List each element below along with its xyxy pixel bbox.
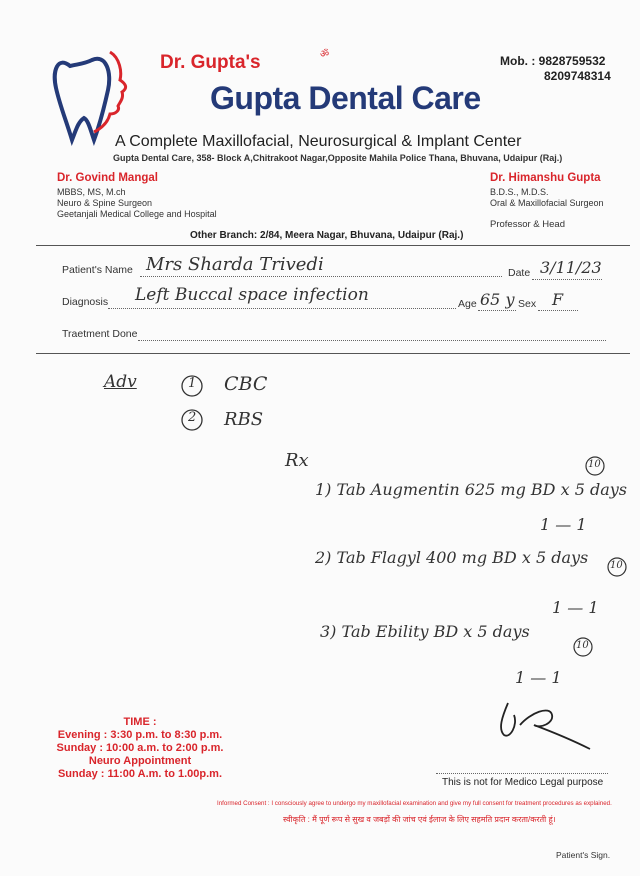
date-label: Date: [508, 267, 531, 279]
doctor-left-line2: Neuro & Spine Surgeon: [57, 198, 153, 208]
age-value: 65 y: [480, 290, 515, 309]
diagnosis-label: Diagnosis: [62, 296, 109, 308]
neuro-heading: Neuro Appointment: [88, 755, 192, 767]
sex-label: Sex: [518, 298, 537, 310]
patient-name-label: Patient's Name: [62, 264, 133, 276]
patient-name-line: [140, 276, 502, 277]
form-divider: [36, 353, 630, 354]
med3-qty: 10: [576, 640, 589, 651]
doctor-right-name: Dr. Himanshu Gupta: [490, 172, 601, 184]
age-label: Age: [458, 298, 477, 310]
mob-label: Mob. :: [500, 54, 536, 68]
header-divider: [36, 245, 630, 246]
rx-symbol: Rx: [285, 450, 309, 471]
med2-qty: 10: [610, 560, 623, 571]
tagline: A Complete Maxillofacial, Neurosurgical & Implant Center: [115, 133, 522, 150]
mob-2: 8209748314: [544, 69, 611, 83]
date-line: [532, 279, 602, 280]
doctor-right-line2: Oral & Maxillofacial Surgeon: [490, 198, 604, 208]
other-branch: Other Branch: 2/84, Meera Nagar, Bhuvana, Udaipur (Raj.): [190, 230, 464, 241]
clinic-title: Gupta Dental Care: [210, 80, 481, 116]
timings: [40, 716, 240, 781]
doctor-left-line3: Geetanjali Medical College and Hospital: [57, 209, 217, 219]
med3-text: 3) Tab Ebility BD x 5 days: [320, 622, 530, 641]
med2-text: 2) Tab Flagyl 400 mg BD x 5 days: [315, 548, 589, 567]
doctor-left-line1: MBBS, MS, M.ch: [57, 187, 126, 197]
neuro-sunday: Sunday : 11:00 A.m. to 1.00p.m.: [57, 768, 223, 780]
med1-dose: 1 — 1: [540, 515, 587, 534]
inv2-text: RBS: [224, 409, 264, 430]
diagnosis-line: [108, 308, 456, 309]
inv1-number: 1: [188, 376, 197, 391]
doctor-signature: [490, 695, 600, 755]
sex-value: F: [552, 290, 564, 309]
patient-sign-label: Patient's Sign.: [556, 850, 611, 860]
doctor-left-name: Dr. Govind Mangal: [57, 172, 158, 184]
date-value: 3/11/23: [540, 258, 602, 277]
treatment-line: [138, 340, 606, 341]
consent-english: Informed Consent : I consciously agree to undergo my maxillofacial examination and give my full consent for treatment procedures as explained.: [217, 800, 612, 807]
med1-qty: 10: [588, 459, 601, 470]
inv2-number: 2: [188, 410, 197, 425]
sex-line: [538, 310, 578, 311]
med2-dose: 1 — 1: [552, 598, 599, 617]
med3-dose: 1 — 1: [515, 668, 562, 687]
om-symbol: ॐ: [320, 49, 330, 60]
doctor-right-line1: B.D.S., M.D.S.: [490, 187, 549, 197]
patient-name-value: Mrs Sharda Trivedi: [146, 254, 324, 275]
medico-legal-note: This is not for Medico Legal purpose: [442, 777, 604, 788]
med1-text: 1) Tab Augmentin 625 mg BD x 5 days: [315, 480, 627, 499]
consent-hindi: स्वीकृति : मैं पूर्ण रूप से सुख व जबड़ों की जांच एवं ईलाज के लिए सहमति प्रदान करता/करती हूं।: [283, 815, 556, 824]
treatment-label: Traetment Done: [62, 328, 138, 340]
timings-sunday: Sunday : 10:00 a.m. to 2:00 p.m.: [56, 742, 224, 754]
doctor-left: [57, 172, 217, 220]
advice-label: Adv: [104, 372, 137, 392]
diagnosis-value: Left Buccal space infection: [135, 285, 369, 305]
clinic-address: Gupta Dental Care, 358- Block A,Chitrakoot Nagar,Opposite Mahila Police Thana, Bhuvana, Udaipur (Raj.): [113, 153, 563, 163]
doctor-right-line3: Professor & Head: [490, 219, 565, 230]
mobile-numbers: [500, 54, 611, 84]
timings-evening: Evening : 3:30 p.m. to 8:30 p.m.: [57, 729, 223, 741]
inv1-text: CBC: [224, 373, 268, 395]
medico-legal-line: [436, 773, 608, 774]
timings-heading: TIME :: [123, 716, 157, 728]
mob-1: 9828759532: [538, 54, 606, 68]
brand-small: Dr. Gupta's: [160, 52, 261, 73]
doctor-right: [490, 172, 604, 230]
age-line: [478, 310, 516, 311]
